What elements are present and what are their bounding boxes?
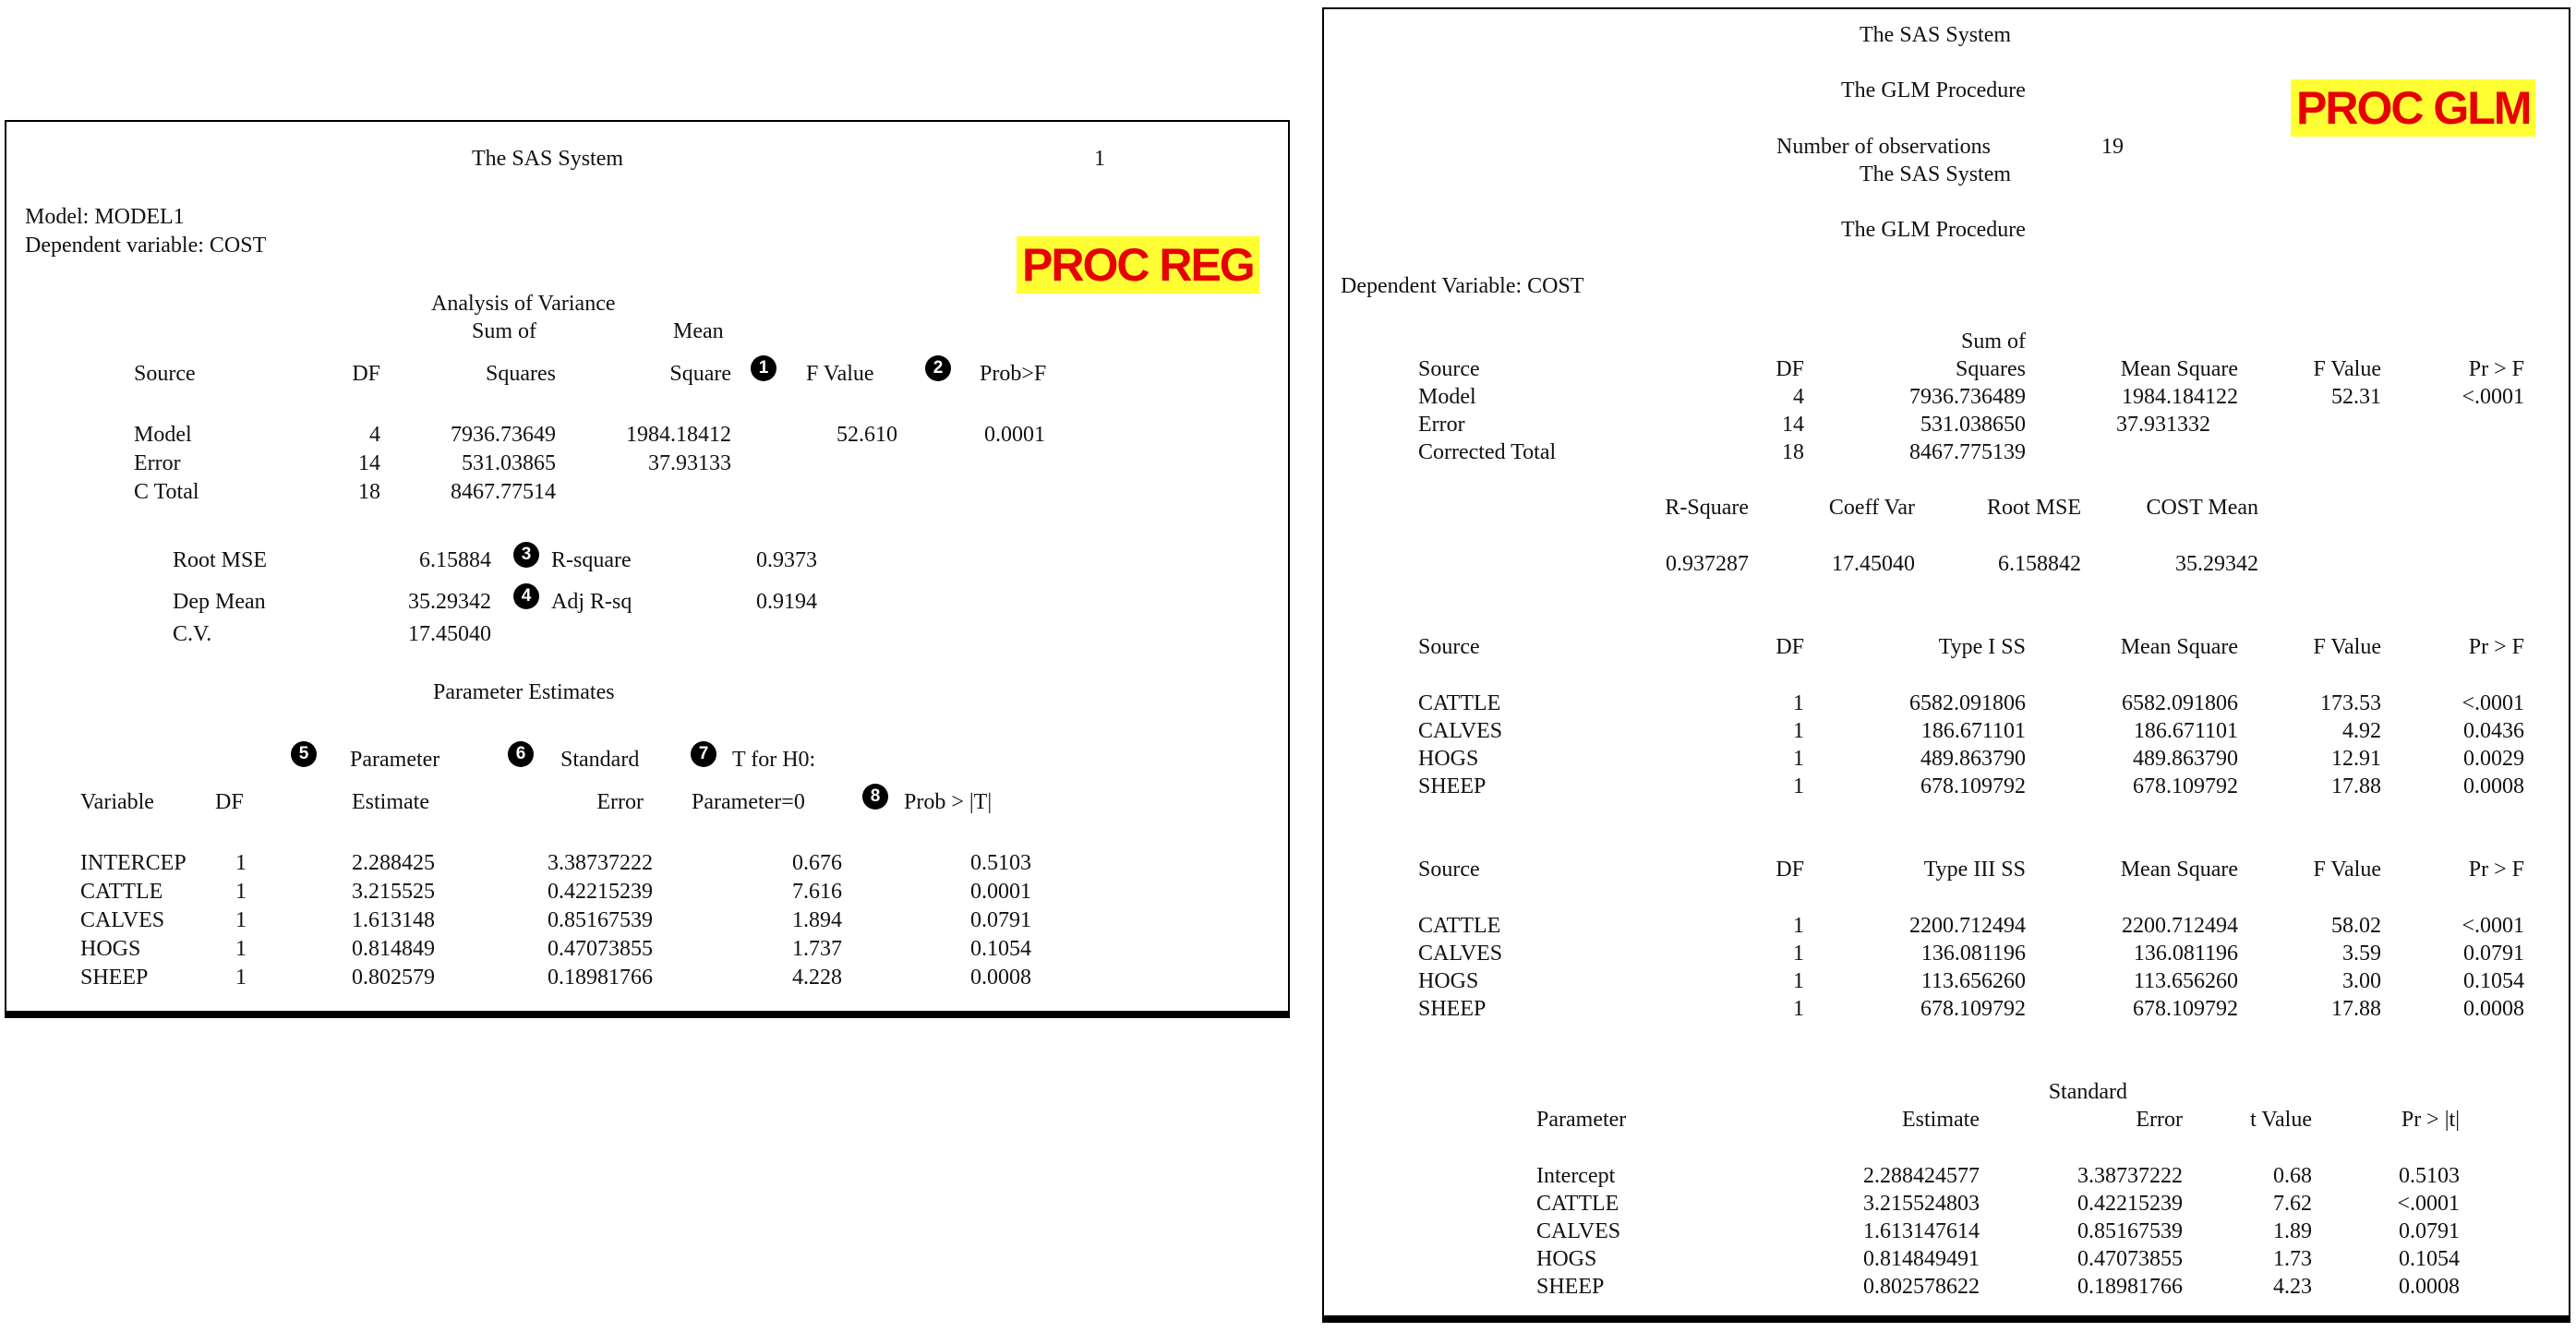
cv-label: C.V. [173,622,212,646]
system-title: The SAS System [472,147,624,171]
param-header-standard: Standard [560,748,640,772]
cell-ms: 37.93133 [648,451,731,475]
cell-df: 1 [1793,774,1804,798]
type1-header-p: Pr > F [2468,635,2524,659]
cell-f: 12.91 [2331,747,2381,771]
root-mse-value: 6.15884 [419,548,491,572]
cell-p: 0.0008 [2463,997,2524,1021]
cell-df: 1 [235,851,247,875]
cell-p: 0.0008 [970,966,1031,990]
anova-header-prob: Prob>F [980,362,1047,386]
fit-r-square: 0.937287 [1666,552,1749,576]
cell-error: 0.47073855 [2077,1247,2183,1271]
cell-df: 1 [235,880,247,904]
cell-error: 0.47073855 [548,937,653,961]
cell-df: 14 [358,451,380,475]
param-header-error: Error [596,790,644,814]
adj-rsq-label: Adj R-sq [551,590,632,614]
cell-t: 7.616 [792,880,842,904]
cell-df: 1 [1793,747,1804,771]
cell-f: 173.53 [2320,691,2381,715]
cell-ss: 489.863790 [1920,747,2026,771]
fit-header-cost-mean: COST Mean [2146,496,2258,520]
anova-header-source: Source [1418,357,1480,381]
fit-header-r-square: R-Square [1665,496,1749,520]
anova-header-f-value: F Value [2313,357,2381,381]
cell-source: SHEEP [1418,997,1487,1021]
cell-df: 1 [1793,942,1804,966]
param-header-parameter: Parameter [1536,1108,1627,1132]
procedure-title-2: The GLM Procedure [1841,218,2026,242]
observations-label: Number of observations [1776,135,1991,159]
cell-p: 0.5103 [2399,1164,2460,1188]
cell-ss: 678.109792 [1920,997,2026,1021]
marker-6-icon: 6 [508,741,534,767]
proc-reg-output [5,120,1290,1018]
cell-source: HOGS [1418,969,1479,993]
cell-f: 52.610 [837,423,897,447]
param-header-t-value: t Value [2250,1108,2312,1132]
cell-f: 17.88 [2331,997,2381,1021]
r-square-label: R-square [551,548,632,572]
cell-ms: 678.109792 [2133,774,2238,798]
cell-error: 0.42215239 [2077,1192,2183,1216]
cell-p: 0.1054 [2399,1247,2460,1271]
fit-coeff-var: 17.45040 [1832,552,1915,576]
cell-ms: 136.081196 [2133,942,2238,966]
cell-source: Error [1418,413,1465,437]
cell-df: 1 [1793,691,1804,715]
anova-header-f-value: F Value [806,362,874,386]
cell-source: HOGS [1418,747,1479,771]
cell-df: 14 [1782,413,1804,437]
cell-parameter: CATTLE [1536,1192,1619,1216]
anova-header-mean: Mean [673,319,724,343]
cell-source: Model [134,423,192,447]
cell-f: 58.02 [2331,914,2381,938]
param-header-standard: Standard [2048,1080,2127,1104]
parameter-estimates-title: Parameter Estimates [433,680,615,704]
cell-ms: 6582.091806 [2122,691,2238,715]
cell-p: <.0001 [2462,914,2524,938]
fit-root-mse: 6.158842 [1998,552,2081,576]
cell-f: 17.88 [2331,774,2381,798]
cell-source: SHEEP [1418,774,1487,798]
fit-header-coeff-var: Coeff Var [1828,496,1915,520]
cell-parameter: CALVES [1536,1219,1621,1243]
anova-header-source: Source [134,362,196,386]
cell-error: 0.85167539 [548,908,653,932]
adj-rsq-value: 0.9194 [756,590,817,614]
dependent-variable-line: Dependent Variable: COST [1341,274,1584,298]
cell-p: 0.0001 [970,880,1031,904]
cell-estimate: 0.814849 [352,937,435,961]
type3-header-source: Source [1418,858,1480,882]
cell-ss: 186.671101 [1920,719,2026,743]
page-number: 1 [1094,147,1105,171]
type3-header-f: F Value [2313,858,2381,882]
cv-value: 17.45040 [408,622,491,646]
cell-parameter: Intercept [1536,1164,1616,1188]
fit-cost-mean: 35.29342 [2175,552,2258,576]
type1-header-f: F Value [2313,635,2381,659]
cell-error: 3.38737222 [2077,1164,2183,1188]
cell-ss: 6582.091806 [1909,691,2026,715]
cell-t: 1.737 [792,937,842,961]
cell-p: 0.1054 [970,937,1031,961]
type1-header-ss: Type I SS [1938,635,2026,659]
model-line: Model: MODEL1 [25,205,185,229]
param-header-parameter0: Parameter=0 [692,790,805,814]
cell-estimate: 1.613148 [352,908,435,932]
cell-ss: 136.081196 [1920,942,2026,966]
cell-t: 1.894 [792,908,842,932]
type1-header-source: Source [1418,635,1480,659]
anova-header-pr: Pr > F [2468,357,2524,381]
cell-df: 4 [1793,385,1804,409]
marker-4-icon: 4 [513,583,539,609]
type3-header-p: Pr > F [2468,858,2524,882]
cell-source: Model [1418,385,1476,409]
param-header-t-for-h0: T for H0: [732,748,816,772]
cell-estimate: 0.802579 [352,966,435,990]
cell-estimate: 2.288425 [352,851,435,875]
cell-parameter: SHEEP [1536,1275,1605,1299]
cell-error: 0.18981766 [2077,1275,2183,1299]
cell-t: 0.676 [792,851,842,875]
cell-estimate: 3.215525 [352,880,435,904]
cell-f: 4.92 [2342,719,2381,743]
marker-1-icon: 1 [751,355,776,381]
cell-source: CALVES [1418,719,1503,743]
cell-variable: CALVES [80,908,165,932]
param-header-estimate: Estimate [352,790,429,814]
procedure-title-1: The GLM Procedure [1841,78,2026,102]
proc-glm-badge: PROC GLM [2291,79,2535,137]
anova-header-sum-of: Sum of [1960,330,2026,354]
param-header-pr: Pr > |t| [2401,1108,2460,1132]
cell-t: 1.89 [2273,1219,2312,1243]
cell-ss: 7936.73649 [451,423,556,447]
cell-error: 0.85167539 [2077,1219,2183,1243]
cell-p: 0.0029 [2463,747,2524,771]
root-mse-label: Root MSE [173,548,268,572]
cell-p: 0.0008 [2399,1275,2460,1299]
cell-ms: 1984.184122 [2122,385,2238,409]
marker-3-icon: 3 [513,542,539,568]
anova-header-df: DF [352,362,380,386]
param-header-df: DF [215,790,244,814]
cell-df: 1 [1793,719,1804,743]
cell-variable: SHEEP [80,966,149,990]
dep-mean-label: Dep Mean [173,590,266,614]
cell-source: CALVES [1418,942,1503,966]
cell-f: 3.00 [2342,969,2381,993]
cell-f: 52.31 [2331,385,2381,409]
cell-ms: 2200.712494 [2122,914,2238,938]
marker-8-icon: 8 [862,784,888,810]
cell-df: 18 [358,480,380,504]
fit-header-root-mse: Root MSE [1986,496,2081,520]
cell-df: 1 [1793,914,1804,938]
cell-ss: 113.656260 [1920,969,2026,993]
anova-header-squares: Squares [1956,357,2026,381]
cell-t: 4.23 [2273,1275,2312,1299]
cell-ss: 8467.77514 [451,480,556,504]
proc-reg-badge: PROC REG [1017,236,1259,294]
param-header-estimate: Estimate [1902,1108,1980,1132]
type3-header-ss: Type III SS [1923,858,2026,882]
cell-p: 0.1054 [2463,969,2524,993]
anova-header-sum-of: Sum of [472,319,537,343]
cell-source: C Total [134,480,199,504]
cell-p: <.0001 [2462,385,2524,409]
cell-source: Error [134,451,181,475]
anova-header-mean-square: Mean Square [2120,357,2238,381]
cell-variable: INTERCEP [80,851,187,875]
cell-p: 0.0791 [970,908,1031,932]
anova-header-df: DF [1776,357,1804,381]
param-header-error: Error [2136,1108,2183,1132]
cell-df: 1 [1793,997,1804,1021]
system-title-1: The SAS System [1860,23,2012,47]
dep-mean-value: 35.29342 [408,590,491,614]
cell-ss: 531.03865 [462,451,556,475]
cell-df: 1 [1793,969,1804,993]
cell-estimate: 1.613147614 [1863,1219,1980,1243]
cell-df: 1 [235,937,247,961]
cell-p: 0.5103 [970,851,1031,875]
param-header-variable: Variable [80,790,154,814]
cell-df: 1 [235,908,247,932]
cell-estimate: 2.288424577 [1863,1164,1980,1188]
type3-header-ms: Mean Square [2120,858,2238,882]
cell-error: 3.38737222 [548,851,653,875]
type3-header-df: DF [1776,858,1804,882]
cell-ms: 1984.18412 [626,423,731,447]
cell-ms: 489.863790 [2133,747,2238,771]
cell-ss: 531.038650 [1920,413,2026,437]
cell-ms: 678.109792 [2133,997,2238,1021]
cell-t: 1.73 [2273,1247,2312,1271]
marker-5-icon: 5 [291,741,317,767]
cell-variable: HOGS [80,937,141,961]
cell-df: 18 [1782,440,1804,464]
cell-p: 0.0791 [2399,1219,2460,1243]
dependent-variable-line: Dependent variable: COST [25,234,267,258]
r-square-value: 0.9373 [756,548,817,572]
cell-ms: 113.656260 [2133,969,2238,993]
cell-t: 4.228 [792,966,842,990]
cell-error: 0.42215239 [548,880,653,904]
cell-source: CATTLE [1418,691,1501,715]
cell-ms: 186.671101 [2133,719,2238,743]
cell-df: 1 [235,966,247,990]
cell-t: 7.62 [2273,1192,2312,1216]
cell-ss: 2200.712494 [1909,914,2026,938]
cell-source: CATTLE [1418,914,1501,938]
param-header-parameter: Parameter [350,748,440,772]
cell-t: 0.68 [2273,1164,2312,1188]
cell-p: 0.0436 [2463,719,2524,743]
type1-header-df: DF [1776,635,1804,659]
cell-ss: 8467.775139 [1909,440,2026,464]
cell-source: Corrected Total [1418,440,1557,464]
cell-p: <.0001 [2397,1192,2460,1216]
cell-estimate: 0.814849491 [1863,1247,1980,1271]
marker-2-icon: 2 [925,355,951,381]
anova-title: Analysis of Variance [431,292,616,316]
observations-value: 19 [2101,135,2124,159]
cell-estimate: 3.215524803 [1863,1192,1980,1216]
marker-7-icon: 7 [691,741,716,767]
cell-p: 0.0001 [984,423,1045,447]
cell-ss: 7936.736489 [1909,385,2026,409]
cell-p: 0.0008 [2463,774,2524,798]
cell-p: <.0001 [2462,691,2524,715]
cell-estimate: 0.802578622 [1863,1275,1980,1299]
proc-glm-output [1322,7,2570,1323]
anova-header-squares: Squares [486,362,556,386]
cell-parameter: HOGS [1536,1247,1597,1271]
system-title-2: The SAS System [1860,162,2012,186]
cell-variable: CATTLE [80,880,163,904]
anova-header-square: Square [669,362,731,386]
cell-error: 0.18981766 [548,966,653,990]
cell-p: 0.0791 [2463,942,2524,966]
param-header-prob: Prob > |T| [904,790,993,814]
cell-ms: 37.931332 [2116,413,2210,437]
cell-df: 4 [369,423,380,447]
type1-header-ms: Mean Square [2120,635,2238,659]
cell-ss: 678.109792 [1920,774,2026,798]
cell-f: 3.59 [2342,942,2381,966]
